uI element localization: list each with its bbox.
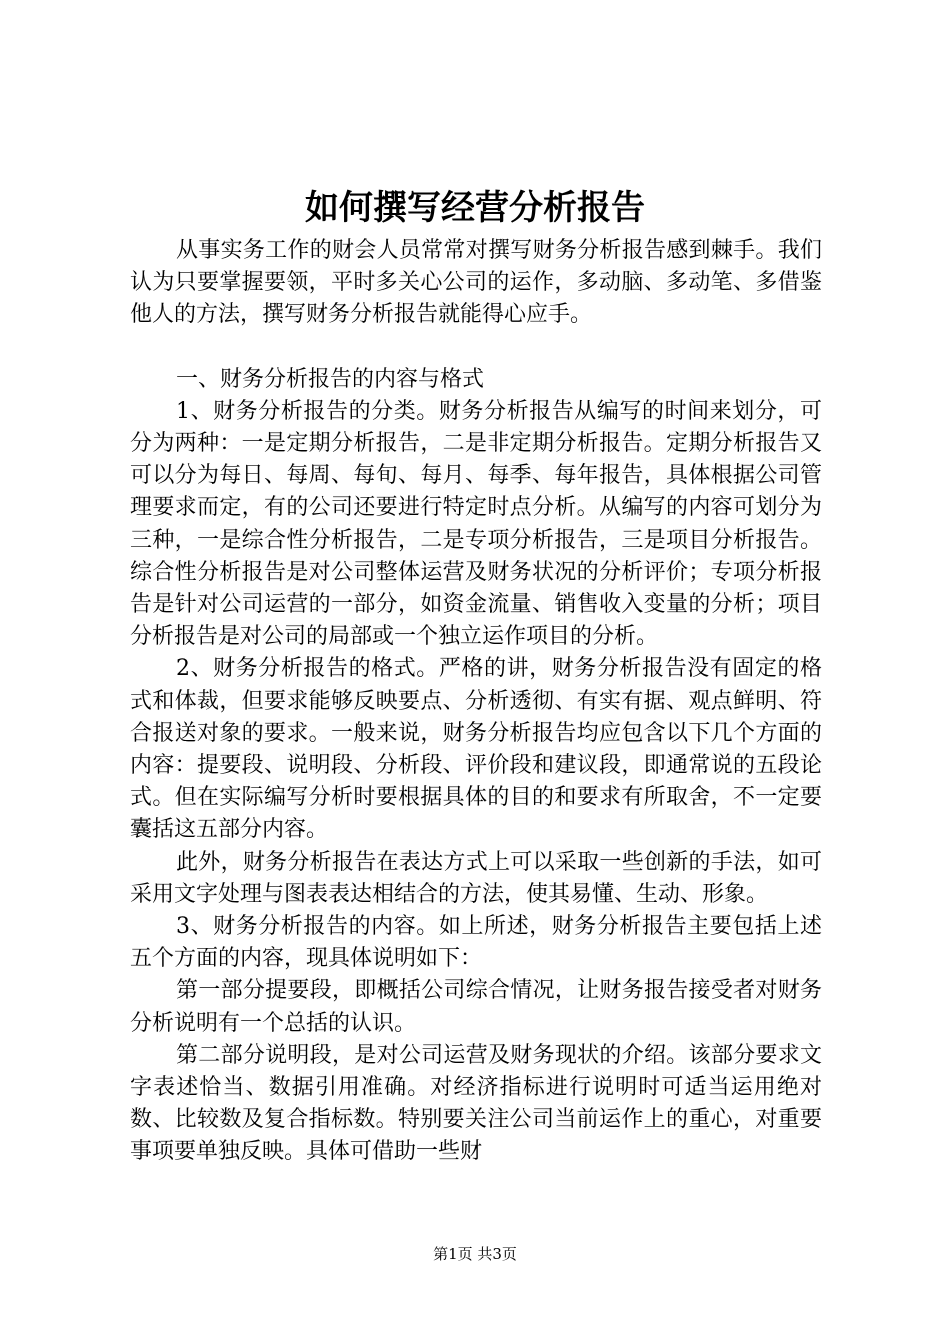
paragraph-expression: 此外，财务分析报告在表达方式上可以采取一些创新的手法，如可采用文字处理与图表表达相结合的方法，使其易懂、生动、形象。 <box>130 849 822 907</box>
page-number: 第1页 共3页 <box>433 1245 517 1263</box>
paragraph-part-one: 第一部分提要段，即概括公司综合情况，让财务报告接受者对财务分析说明有一个总括的认识。 <box>130 978 822 1036</box>
paragraph-format: 2、财务分析报告的格式。严格的讲，财务分析报告没有固定的格式和体裁，但要求能够反映要点、分析透彻、有实有据、观点鲜明、符合报送对象的要求。一般来说，财务分析报告均应包含以下几个方面的内容：提要段、说明段、分析段、评价段和建议段，即通常说的五段论式。但在实际编写分析时要根据具体的目的和要求有所取舍，不一定要囊括这五部分内容。 <box>130 656 822 843</box>
paragraph-intro: 从事实务工作的财会人员常常对撰写财务分析报告感到棘手。我们认为只要掌握要领，平时多关心公司的运作，多动脑、多动笔、多借鉴他人的方法，撰写财务分析报告就能得心应手。 <box>130 238 822 328</box>
document-body <box>130 235 822 1169</box>
paragraph-classification: 1、财务分析报告的分类。财务分析报告从编写的时间来划分，可分为两种：一是定期分析报告，二是非定期分析报告。定期分析报告又可以分为每日、每周、每旬、每月、每季、每年报告，具体根据公司管理要求而定，有的公司还要进行特定时点分析。从编写的内容可划分为三种，一是综合性分析报告，二是专项分析报告，三是项目分析报告。综合性分析报告是对公司整体运营及财务状况的分析评价；专项分析报告是针对公司运营的一部分，如资金流量、销售收入变量的分析；项目分析报告是对公司的局部或一个独立运作项目的分析。 <box>130 398 822 650</box>
section-heading-1: 一、财务分析报告的内容与格式 <box>176 366 485 392</box>
document-title: 如何撰写经营分析报告 <box>305 188 645 228</box>
paragraph-content: 3、财务分析报告的内容。如上所述，财务分析报告主要包括上述五个方面的内容，现具体说明如下： <box>130 914 822 972</box>
paragraph-part-two: 第二部分说明段，是对公司运营及财务现状的介绍。该部分要求文字表述恰当、数据引用准确。对经济指标进行说明时可适当运用绝对数、比较数及复合指标数。特别要关注公司当前运作上的重心，对重要事项要单独反映。具体可借助一些财 <box>130 1042 822 1165</box>
